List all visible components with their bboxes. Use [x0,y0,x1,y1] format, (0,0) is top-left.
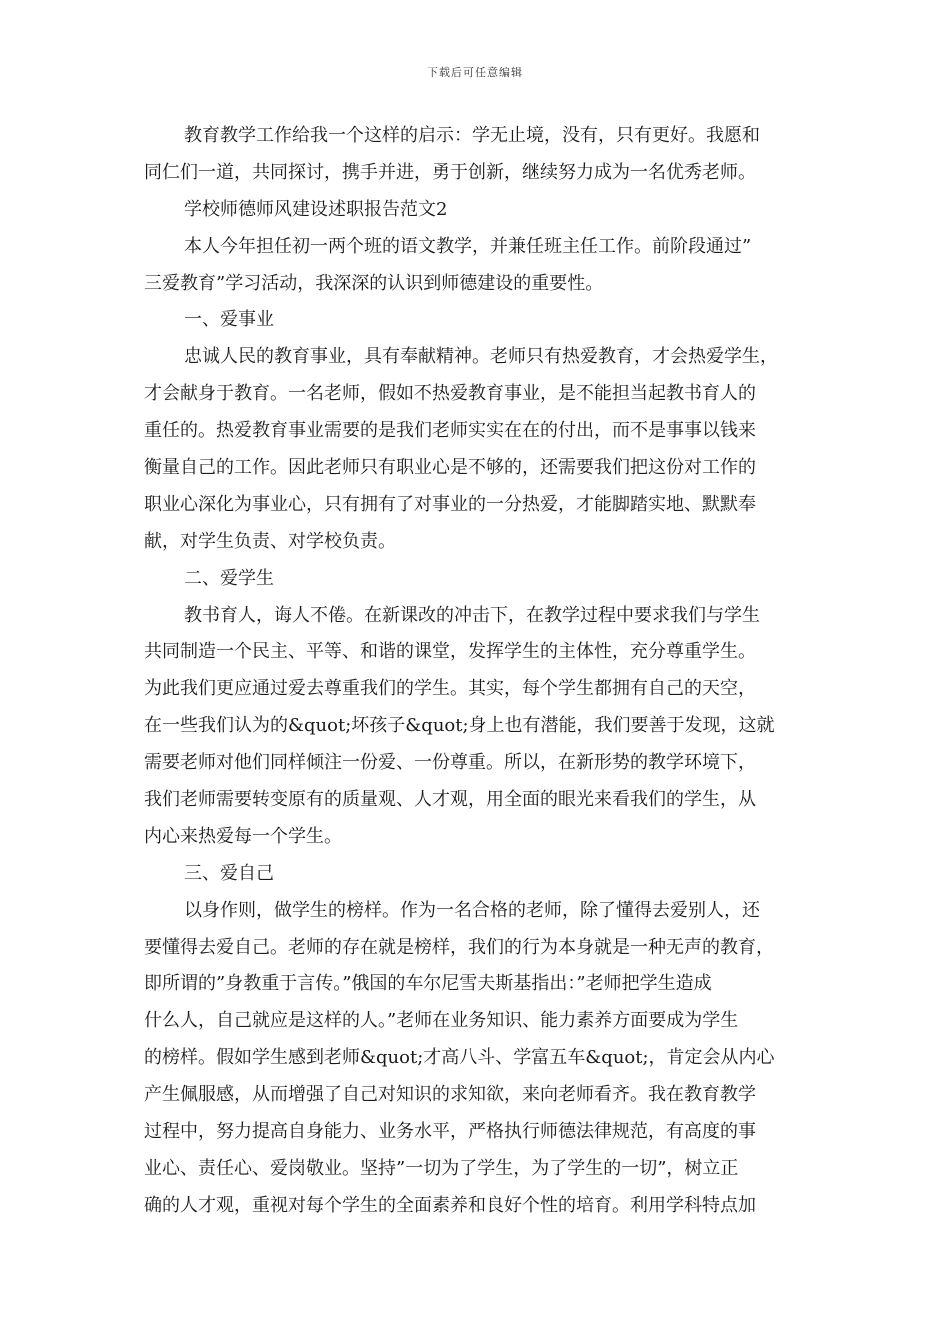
paragraph-line: 在一些我们认为的&quot;坏孩子&quot;身上也有潜能，我们要善于发现，这就 [144,715,775,737]
paragraph-line: 才会献身于教育。一名老师，假如不热爱教育事业，是不能担当起教书育人的 [144,383,756,405]
paragraph-line: 内心来热爱每一个学生。 [144,825,342,847]
section-heading: 一、爱事业 [184,309,274,331]
paragraph-line: 业心、责任心、爱岗敬业。坚持”一切为了学生，为了学生的一切”，树立正 [144,1157,739,1179]
paragraph-line: 三爱教育”学习活动，我深深的认识到师德建设的重要性。 [144,272,604,294]
paragraph-line: 产生佩服感，从而增强了自己对知识的求知欲，来向老师看齐。我在教育教学 [144,1084,756,1106]
paragraph-line: 要懂得去爱自己。老师的存在就是榜样，我们的行为本身就是一种无声的教育， [144,936,774,958]
paragraph-line: 需要老师对他们同样倾注一份爱、一份尊重。所以，在新形势的教学环境下， [144,752,756,774]
document-body [144,118,812,1225]
paragraph-line: 即所谓的”身教重于言传。”俄国的车尔尼雪夫斯基指出：”老师把学生造成 [144,973,712,995]
paragraph-line: 过程中，努力提高自身能力、业务水平，严格执行师德法律规范，有高度的事 [144,1121,756,1143]
paragraph-line: 教育教学工作给我一个这样的启示：学无止境，没有，只有更好。我愿和 [184,125,760,146]
paragraph-line: 献，对学生负责、对学校负责。 [144,530,396,552]
section-heading: 三、爱自己 [184,862,274,884]
paragraph-line: 重任的。热爱教育事业需要的是我们老师实实在在的付出，而不是事事以钱来 [144,420,756,442]
paragraph-line: 职业心深化为事业心，只有拥有了对事业的一分热爱，才能脚踏实地、默默奉 [144,493,756,515]
paragraph-line: 教书育人，诲人不倦。在新课改的冲击下，在教学过程中要求我们与学生 [184,604,760,626]
paragraph-line: 共同制造一个民主、平等、和谐的课堂，发挥学生的主体性，充分尊重学生。 [144,641,756,663]
paragraph-line: 确的人才观，重视对每个学生的全面素养和良好个性的培育。利用学科特点加 [144,1194,756,1216]
paragraph-line: 什么人，自己就应是这样的人。”老师在业务知识、能力素养方面要成为学生 [144,1010,739,1032]
paragraph-line: 衡量自己的工作。因此老师只有职业心是不够的，还需要我们把这份对工作的 [144,457,756,479]
paragraph-line: 以身作则，做学生的榜样。作为一名合格的老师，除了懂得去爱别人，还 [184,899,760,921]
paragraph-line: 忠诚人民的教育事业，具有奉献精神。老师只有热爱教育，才会热爱学生， [184,346,778,368]
paragraph-line: 同仁们一道，共同探讨，携手并进，勇于创新，继续努力成为一名优秀老师。 [144,161,756,183]
section-heading: 二、爱学生 [184,567,274,589]
paragraph-line: 为此我们更应通过爱去尊重我们的学生。其实，每个学生都拥有自己的天空， [144,678,756,700]
section-title: 学校师德师风建设述职报告范文2 [184,198,448,220]
page-header: 下载后可任意编辑 [427,66,523,79]
paragraph-line: 我们老师需要转变原有的质量观、人才观，用全面的眼光来看我们的学生，从 [144,789,756,811]
paragraph-line: 的榜样。假如学生感到老师&quot;才高八斗、学富五车&quot;，肯定会从内心 [144,1047,775,1069]
paragraph-line: 本人今年担任初一两个班的语文教学，并兼任班主任工作。前阶段通过” [184,235,752,257]
